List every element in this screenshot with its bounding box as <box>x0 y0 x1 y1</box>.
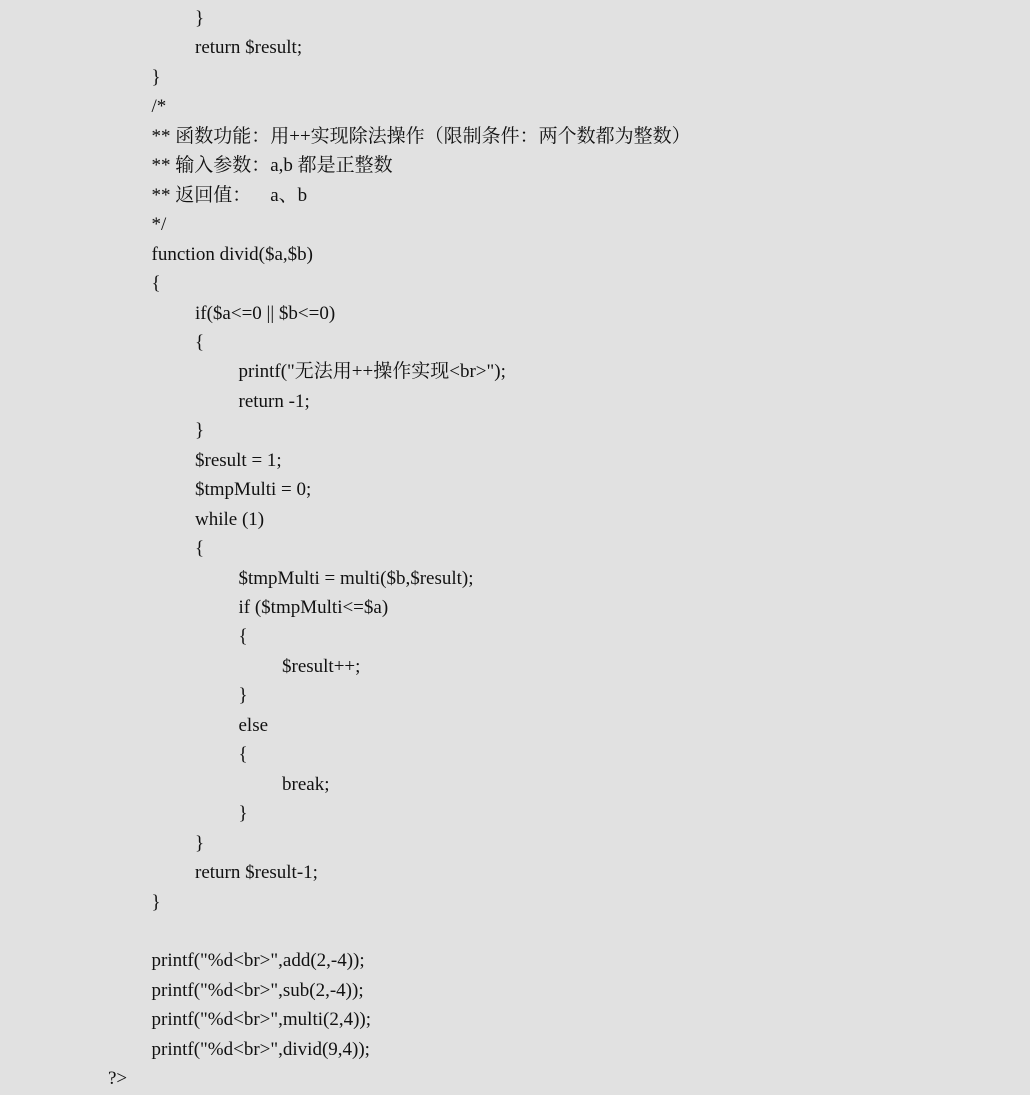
code-line: if ($tmpMulti<=$a) <box>238 597 389 618</box>
code-line: ** 输入参数：a,b 都是正整数 <box>151 155 393 177</box>
code-line: { <box>195 331 205 353</box>
code-line: printf("无法用++操作实现<br>"); <box>238 361 506 383</box>
code-line: { <box>151 273 161 295</box>
code-line: printf("%d<br>",sub(2,-4)); <box>151 979 364 1001</box>
code-line: function divid($a,$b) <box>151 243 313 265</box>
code-line: $tmpMulti = multi($b,$result); <box>238 567 474 589</box>
code-line: */ <box>151 214 167 236</box>
code-line: } <box>151 66 161 88</box>
code-line: } <box>195 832 205 854</box>
code-line: printf("%d<br>",add(2,-4)); <box>151 950 365 972</box>
code-line: } <box>195 420 205 442</box>
code-line: return -1; <box>238 390 310 412</box>
code-line: { <box>238 744 248 766</box>
code-line: $result++; <box>282 655 361 677</box>
code-line: $tmpMulti = 0; <box>195 479 312 501</box>
code-line: ** 返回值： a、b <box>151 184 308 206</box>
code-line: return $result-1; <box>195 862 318 884</box>
code-line: $result = 1; <box>195 449 282 471</box>
code-line: ?> <box>108 1068 128 1090</box>
code-line: return $result; <box>195 37 303 59</box>
code-line: } <box>151 891 161 913</box>
code-line: else <box>238 714 269 736</box>
code-line: ** 函数功能：用++实现除法操作（限制条件：两个数都为整数） <box>151 125 691 147</box>
code-line: } <box>238 803 248 825</box>
code-line: { <box>195 538 205 560</box>
code-line: /* <box>151 96 167 118</box>
code-line: } <box>238 685 248 707</box>
code-line: break; <box>282 773 330 795</box>
code-line: if($a<=0 || $b<=0) <box>195 302 336 324</box>
code-line: printf("%d<br>",divid(9,4)); <box>151 1038 370 1060</box>
code-line: printf("%d<br>",multi(2,4)); <box>151 1009 372 1031</box>
code-line: } <box>195 8 205 29</box>
code-line: { <box>238 626 248 648</box>
code-line: while (1) <box>195 508 265 530</box>
